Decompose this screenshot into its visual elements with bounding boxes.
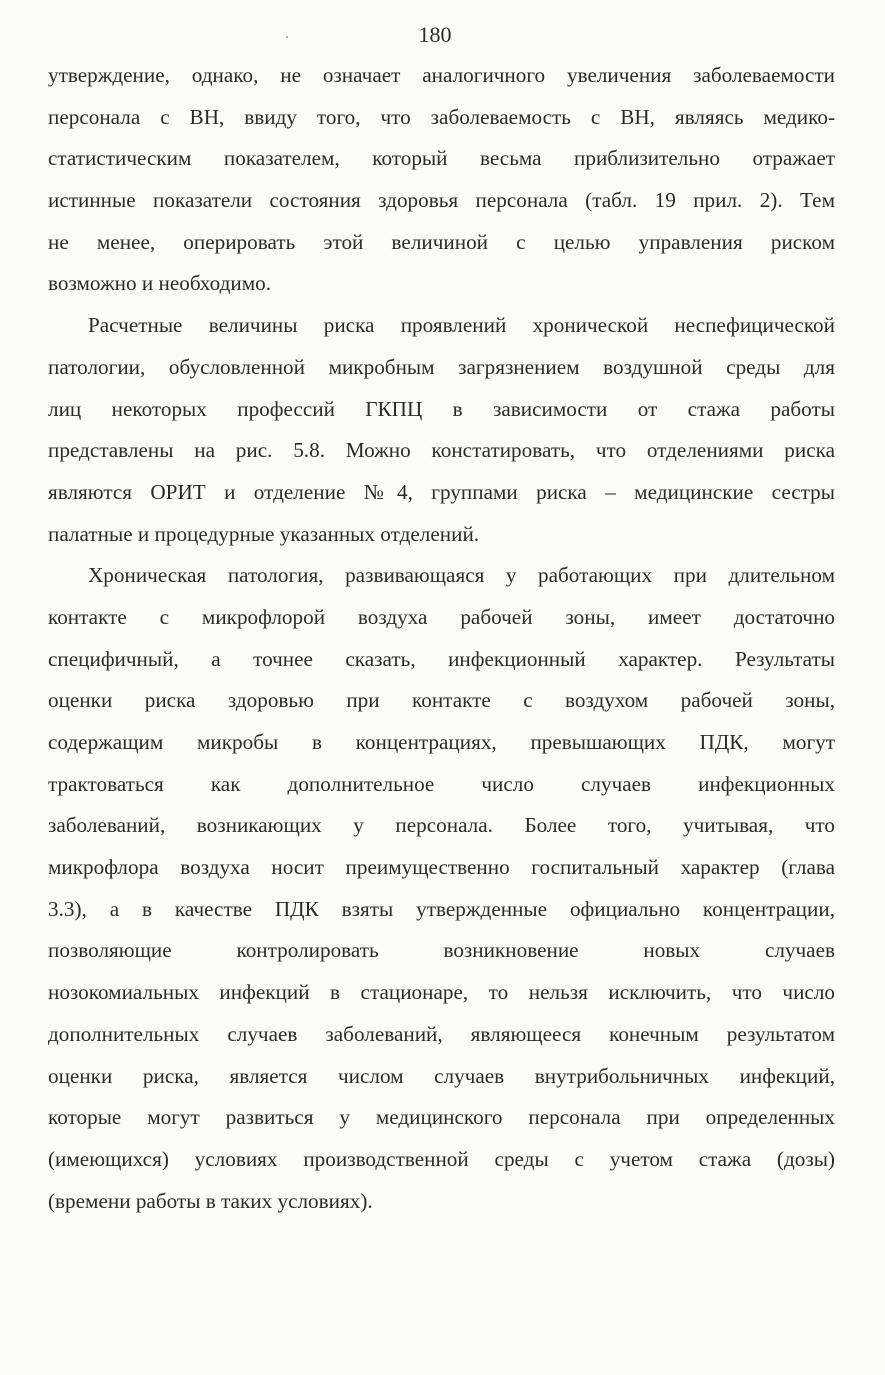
paragraph-1 [48,55,835,305]
text-line: специфичный, а точнее сказать, инфекционный характер. Результаты [48,646,835,671]
text-line: которые могут развиться у медицинского персонала при определенных [48,1105,835,1130]
text-line: истинные показатели состояния здоровья персонала (табл. 19 прил. 2). Тем [48,188,835,213]
text-line: оценки риска, является числом случаев внутрибольничных инфекций, [48,1063,835,1088]
text-line: не менее, оперировать этой величиной с целью управления риском [48,229,835,254]
text-line: утверждение, однако, не означает аналогичного увеличения заболеваемости [48,63,835,87]
text-line: контакте с микрофлорой воздуха рабочей зоны, имеет достаточно [48,604,835,629]
paragraph-3 [48,555,835,1222]
body-text [48,55,835,1222]
text-line: (имеющихся) условиях производственной среды с учетом стажа (дозы) [48,1146,835,1171]
text-line: содержащим микробы в концентрациях, превышающих ПДК, могут [48,730,835,754]
text-line: патологии, обусловленной микробным загрязнением воздушной среды для [48,354,835,379]
text-line: персонала с ВН, ввиду того, что заболеваемость с ВН, являясь медико- [48,104,835,129]
text-line: трактоваться как дополнительное число случаев инфекционных [48,771,835,796]
paragraph-2 [48,305,835,555]
text-line: возможно и необходимо. [48,271,271,296]
text-line: лиц некоторых профессий ГКПЦ в зависимости от стажа работы [48,396,835,421]
text-line: заболеваний, возникающих у персонала. Более того, учитывая, что [48,813,835,838]
text-line: оценки риска здоровью при контакте с воздухом рабочей зоны, [48,688,835,713]
page-number: 180 [418,22,452,47]
text-line: нозокомиальных инфекций в стационаре, то нельзя исключить, что число [48,980,835,1005]
text-line: позволяющие контролировать возникновение новых случаев [48,938,835,963]
text-line: (времени работы в таких условиях). [48,1188,373,1213]
text-line: представлены на рис. 5.8. Можно констатировать, что отделениями риска [48,438,835,463]
scan-speck [286,36,288,38]
text-line: микрофлора воздуха носит преимущественно госпитальный характер (глава [48,855,835,880]
text-line: Расчетные величины риска проявлений хронической неспефицической [88,313,835,338]
text-line: Хроническая патология, развивающаяся у работающих при длительном [88,563,835,588]
text-line: статистическим показателем, который весьма приблизительно отражает [48,146,835,171]
text-line: 3.3), а в качестве ПДК взяты утвержденные официально концентрации, [48,896,835,921]
text-line: являются ОРИТ и отделение №4, группами риска – медицинские сестры [48,479,835,504]
text-line: дополнительных случаев заболеваний, являющееся конечным результатом [48,1021,835,1046]
text-line: палатные и процедурные указанных отделений. [48,521,480,546]
